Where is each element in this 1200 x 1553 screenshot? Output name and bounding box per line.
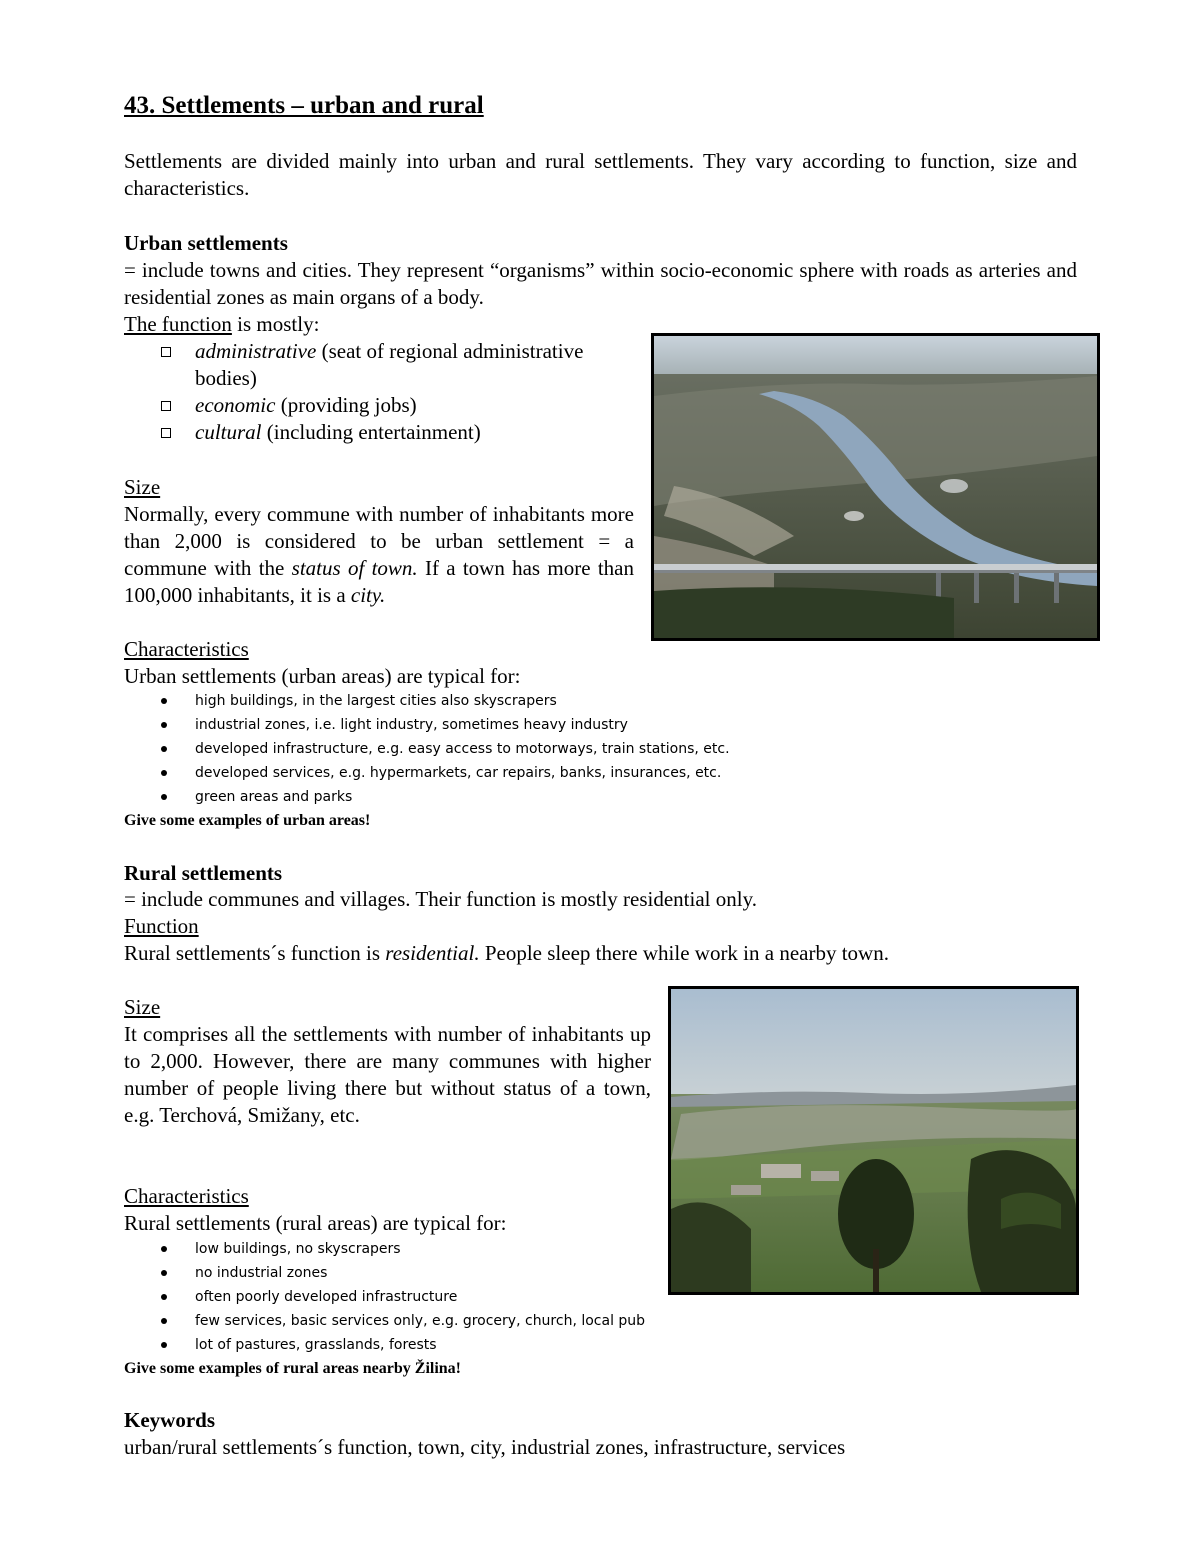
bullet-icon xyxy=(161,1246,167,1252)
bullet-icon xyxy=(161,1294,167,1300)
square-bullet-icon xyxy=(161,347,171,357)
list-item-text: high buildings, in the largest cities also skyscrapers xyxy=(195,693,557,709)
bullet-icon xyxy=(161,698,167,704)
rural-definition: = include communes and villages. Their function is mostly residential only. xyxy=(124,887,757,911)
page-title: 43. Settlements – urban and rural xyxy=(124,92,484,119)
rural-size-label: Size xyxy=(124,995,161,1019)
square-bullet-icon xyxy=(161,428,171,438)
list-item xyxy=(124,338,634,392)
function-term: administrative xyxy=(195,339,317,363)
list-item-text: often poorly developed infrastructure xyxy=(195,1289,458,1305)
function-text: Rural settlements´s function is xyxy=(124,941,386,965)
function-rest: (seat of regional administrative bodies) xyxy=(195,339,584,390)
urban-heading: Urban settlements xyxy=(124,231,288,255)
keywords-text: urban/rural settlements´s function, town, city, industrial zones, infrastructure, services xyxy=(124,1435,846,1459)
square-bullet-icon xyxy=(161,401,171,411)
function-rest: (providing jobs) xyxy=(275,393,417,417)
bullet-icon xyxy=(161,794,167,800)
list-item xyxy=(124,1333,1024,1357)
rural-char-intro: Rural settlements (rural areas) are typical for: xyxy=(124,1211,507,1235)
urban-aerial-photo xyxy=(651,333,1100,641)
urban-function-label: The function xyxy=(124,312,232,336)
list-item-text: industrial zones, i.e. light industry, sometimes heavy industry xyxy=(195,717,628,733)
bullet-icon xyxy=(161,1318,167,1324)
list-item xyxy=(124,1237,1024,1261)
bullet-icon xyxy=(161,1270,167,1276)
keywords-heading: Keywords xyxy=(124,1408,215,1432)
list-item xyxy=(124,1261,1024,1285)
rural-function-paragraph xyxy=(124,940,1077,967)
rural-function-label: Function xyxy=(124,914,199,938)
size-text: Normally, every commune with number of inhabitants more than 2,000 is considered to be urban settlement = a commune with the xyxy=(124,502,634,580)
list-item-text: few services, basic services only, e.g. grocery, church, local pub xyxy=(195,1313,646,1329)
rural-char-list xyxy=(124,1237,1024,1357)
function-term: economic xyxy=(195,393,276,417)
list-item-text: developed services, e.g. hypermarkets, car repairs, banks, insurances, etc. xyxy=(195,765,722,781)
function-term: residential. xyxy=(385,941,480,965)
list-item-text: lot of pastures, grasslands, forests xyxy=(195,1337,437,1353)
urban-size-paragraph xyxy=(124,501,634,609)
bullet-icon xyxy=(161,746,167,752)
size-term: status of town. xyxy=(291,556,418,580)
size-term: city. xyxy=(350,583,386,607)
rural-size-paragraph: It comprises all the settlements with number of inhabitants up to 2,000. However, there are many communes with higher number of people living there but without status of a town, e.g. Terchová, Smižany, etc. xyxy=(124,1022,651,1127)
list-item-text: developed infrastructure, e.g. easy access to motorways, train stations, etc. xyxy=(195,741,730,757)
urban-function-suffix: is mostly: xyxy=(231,312,320,336)
bullet-icon xyxy=(161,770,167,776)
list-item xyxy=(124,419,634,446)
urban-char-intro: Urban settlements (urban areas) are typical for: xyxy=(124,664,521,688)
function-text: People sleep there while work in a nearby town. xyxy=(479,941,889,965)
list-item xyxy=(124,1309,1024,1333)
urban-char-list xyxy=(124,689,1024,809)
urban-definition: = include towns and cities. They represent “organisms” within socio-economic sphere with roads as arteries and residential zones as main organs of a body. xyxy=(124,258,1077,309)
function-rest: (including entertainment) xyxy=(261,420,481,444)
list-item-text: green areas and parks xyxy=(195,789,353,805)
list-item xyxy=(124,737,1024,761)
list-item xyxy=(124,689,1024,713)
list-item xyxy=(124,392,634,419)
list-item xyxy=(124,713,1024,737)
list-item xyxy=(124,785,1024,809)
function-term: cultural xyxy=(195,420,262,444)
city-river-image xyxy=(654,336,1097,638)
bullet-icon xyxy=(161,1342,167,1348)
urban-question: Give some examples of urban areas! xyxy=(124,812,371,829)
intro-paragraph: Settlements are divided mainly into urban and rural settlements. They vary according to function, size and characteristics. xyxy=(124,149,1077,200)
list-item-text: low buildings, no skyscrapers xyxy=(195,1241,401,1257)
size-text: If a town has more than 100,000 inhabitants, it is a xyxy=(124,556,634,607)
rural-heading: Rural settlements xyxy=(124,861,283,885)
rural-question: Give some examples of rural areas nearby Žilina! xyxy=(124,1360,461,1377)
rural-char-label: Characteristics xyxy=(124,1184,249,1208)
list-item-text: no industrial zones xyxy=(195,1265,328,1281)
bullet-icon xyxy=(161,722,167,728)
list-item xyxy=(124,761,1024,785)
list-item xyxy=(124,1285,1024,1309)
urban-char-label: Characteristics xyxy=(124,637,249,661)
urban-function-list xyxy=(124,338,634,446)
urban-size-label: Size xyxy=(124,475,161,499)
